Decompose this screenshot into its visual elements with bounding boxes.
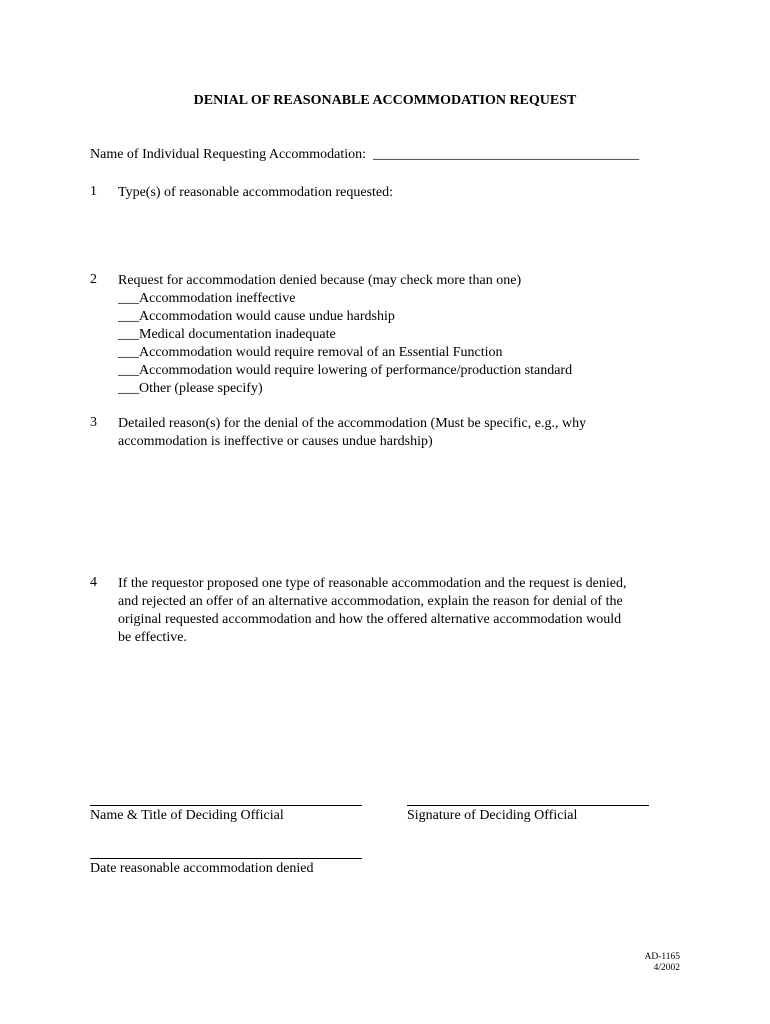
requester-name-blank[interactable]: ______________________________________ [373,147,640,162]
name-title-label: Name & Title of Deciding Official [90,808,284,823]
signature-label: Signature of Deciding Official [407,808,578,823]
form-title: DENIAL OF REASONABLE ACCOMMODATION REQUEST [193,93,577,108]
item-4-number: 4 [90,575,97,590]
date-denied-label: Date reasonable accommodation denied [90,861,314,876]
form-footer [644,952,680,974]
item-1-text: Type(s) of reasonable accommodation requested: [118,185,394,200]
requester-name-label: Name of Individual Requesting Accommodation: [90,147,367,162]
option-essential-function[interactable]: ___Accommodation would require removal of an Essential Function [118,345,503,360]
date-denied-line[interactable] [90,858,362,859]
item-1-number: 1 [90,184,97,199]
item-3-number: 3 [90,415,97,430]
form-revision-date: 4/2002 [653,963,680,973]
option-performance-standard[interactable]: ___Accommodation would require lowering of performance/production standard [118,363,573,378]
item-4-line: be effective. [118,630,187,645]
item-3-line: accommodation is ineffective or causes undue hardship) [118,434,433,449]
option-medical-documentation[interactable]: ___Medical documentation inadequate [118,327,336,342]
name-title-signature-line[interactable] [90,805,362,806]
item-2-number: 2 [90,272,97,287]
item-3-line: Detailed reason(s) for the denial of the accommodation (Must be specific, e.g., why [118,416,587,431]
denial-options-list [118,290,572,398]
item-4-line: If the requestor proposed one type of reasonable accommodation and the request is denied, [118,576,627,591]
item-2-text: Request for accommodation denied because (may check more than one) [118,273,522,288]
signature-line[interactable] [407,805,649,806]
item-4-line: original requested accommodation and how the offered alternative accommodation would [118,612,622,627]
item-4-text [118,575,627,647]
item-3-text [118,415,586,451]
option-other[interactable]: ___Other (please specify) [118,381,263,396]
option-undue-hardship[interactable]: ___Accommodation would cause undue hardship [118,309,395,324]
requester-name-row [90,147,639,163]
form-number: AD-1165 [644,952,680,962]
item-4-line: and rejected an offer of an alternative accommodation, explain the reason for denial of the [118,594,623,609]
option-ineffective[interactable]: ___Accommodation ineffective [118,291,296,306]
